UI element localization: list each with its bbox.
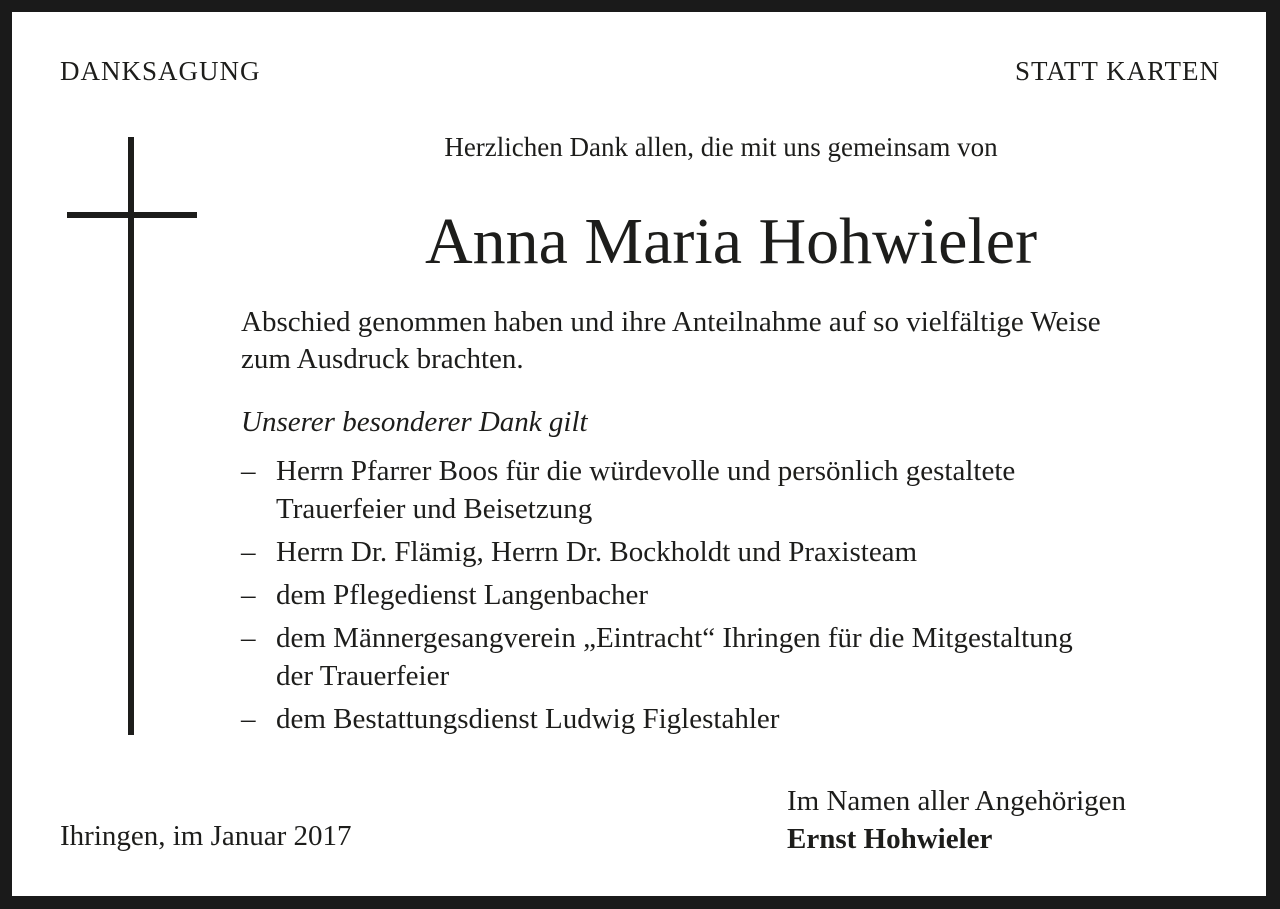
list-item (241, 619, 1073, 695)
signature-line: Im Namen aller Angehörigen (787, 785, 1127, 817)
list-item-line: dem Bestattungsdienst Ludwig Figlestahler (276, 703, 780, 735)
list-item-line: dem Pflegedienst Langenbacher (276, 579, 649, 611)
cross-vertical-bar (128, 137, 134, 735)
intro-text: Herzlichen Dank allen, die mit uns gemeinsam von (444, 132, 998, 162)
cross-horizontal-bar (67, 212, 197, 218)
list-item (241, 533, 1073, 571)
list-dash: – (241, 703, 256, 735)
list-item-line: der Trauerfeier (276, 660, 450, 692)
signature-name: Ernst Hohwieler (787, 823, 993, 855)
header-statt-karten: STATT KARTEN (1015, 56, 1220, 86)
list-item-line: Herrn Dr. Flämig, Herrn Dr. Bockholdt und Praxisteam (276, 536, 918, 568)
list-item (241, 576, 1073, 614)
body-line-1: Abschied genommen haben und ihre Anteilnahme auf so vielfältige Weise (241, 306, 1101, 338)
header-danksagung: DANKSAGUNG (60, 56, 261, 86)
thanks-list (241, 452, 1073, 743)
deceased-name: Anna Maria Hohwieler (424, 205, 1038, 278)
list-dash: – (241, 455, 256, 487)
obituary-card (12, 12, 1266, 896)
list-dash: – (241, 622, 256, 654)
list-dash: – (241, 579, 256, 611)
list-item (241, 452, 1073, 528)
list-item-line: Trauerfeier und Beisetzung (276, 493, 593, 525)
body-line-2: zum Ausdruck brachten. (241, 343, 524, 375)
list-dash: – (241, 536, 256, 568)
thanks-heading: Unserer besonderer Dank gilt (241, 406, 588, 438)
list-item-line: dem Männergesangverein „Eintracht“ Ihringen für die Mitgestaltung (276, 622, 1073, 654)
place-date: Ihringen, im Januar 2017 (60, 820, 352, 852)
signature-block (787, 782, 1126, 858)
body-text (241, 304, 1101, 378)
list-item (241, 700, 1073, 738)
list-item-line: Herrn Pfarrer Boos für die würdevolle und persönlich gestaltete (276, 455, 1016, 487)
